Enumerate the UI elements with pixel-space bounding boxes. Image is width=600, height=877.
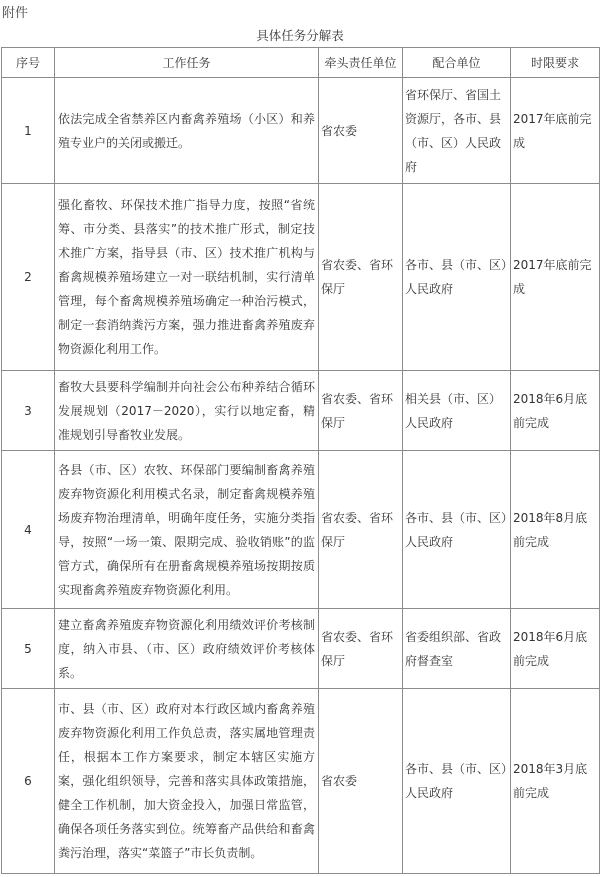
row-lead: 省农委 [319,78,403,184]
row-no: 5 [2,609,55,689]
header-lead: 牵头责任单位 [319,48,403,78]
row-deadline: 2017年底前完成 [511,184,600,371]
table-row [2,451,600,609]
row-task: 畜牧大县要科学编制并向社会公布种养结合循环发展规划（2017－2020），实行以地定畜，精准规划引导畜牧业发展。 [55,371,319,451]
row-deadline: 2018年6月底前完成 [511,371,600,451]
row-partner: 各市、县（市、区）人民政府 [403,689,511,874]
row-task: 依法完成全省禁养区内畜禽养殖场（小区）和养殖专业户的关闭或搬迁。 [55,78,319,184]
header-task: 工作任务 [55,48,319,78]
row-no: 1 [2,78,55,184]
attachment-label: 附件 [2,6,29,21]
row-deadline: 2018年3月底前完成 [511,689,600,874]
table-row [2,371,600,451]
row-partner: 各市、县（市、区）人民政府 [403,184,511,371]
header-no: 序号 [2,48,55,78]
table-row [2,689,600,874]
row-lead: 省农委 [319,689,403,874]
table-row [2,78,600,184]
row-task: 市、县（市、区）政府对本行政区域内畜禽养殖废弃物资源化利用工作负总责，落实属地管理责任，根据本工作方案要求，制定本辖区实施方案，强化组织领导，完善和落实具体政策措施，健全工作机制，加大资金投入，加强日常监管，确保各项任务落实到位。统筹畜产品供给和畜禽粪污治理，落实“菜篮子”市长负责制。 [55,689,319,874]
row-partner: 省委组织部、省政府督查室 [403,609,511,689]
row-no: 2 [2,184,55,371]
row-no: 6 [2,689,55,874]
row-deadline: 2018年8月底前完成 [511,451,600,609]
header-partner: 配合单位 [403,48,511,78]
row-partner: 各市、县（市、区）人民政府 [403,451,511,609]
header-deadline: 时限要求 [511,48,600,78]
row-task: 强化畜牧、环保技术推广指导力度，按照“省统筹、市分类、县落实”的技术推广形式，制定技术推广方案，指导县（市、区）技术推广机构与畜禽规模养殖场建立一对一联结机制，实行清单管理，每个畜禽规模养殖场确定一种治污模式，制定一套消纳粪污方案，强力推进畜禽养殖废弃物资源化利用工作。 [55,184,319,371]
row-lead: 省农委、省环保厅 [319,184,403,371]
row-lead: 省农委、省环保厅 [319,451,403,609]
table-header-row [2,48,600,78]
row-task: 各县（市、区）农牧、环保部门要编制畜禽养殖废弃物资源化利用模式名录，制定畜禽规模养殖场废弃物治理清单，明确年度任务，实施分类指导，按照“一场一策、限期完成、验收销账”的监管方式，确保所有在册畜禽规模养殖场按期按质实现畜禽养殖废弃物资源化利用。 [55,451,319,609]
row-lead: 省农委、省环保厅 [319,371,403,451]
table-row [2,609,600,689]
row-no: 3 [2,371,55,451]
table-title: 具体任务分解表 [256,28,344,43]
row-partner: 相关县（市、区）人民政府 [403,371,511,451]
row-task: 建立畜禽养殖废弃物资源化利用绩效评价考核制度，纳入市县、（市、区）政府绩效评价考核体系。 [55,609,319,689]
row-no: 4 [2,451,55,609]
row-deadline: 2017年底前完成 [511,78,600,184]
row-deadline: 2018年6月底前完成 [511,609,600,689]
row-partner: 省环保厅、省国土资源厅，各市、县（市、区）人民政府 [403,78,511,184]
row-lead: 省农委、省环保厅 [319,609,403,689]
task-breakdown-table [1,47,600,874]
table-row [2,184,600,371]
